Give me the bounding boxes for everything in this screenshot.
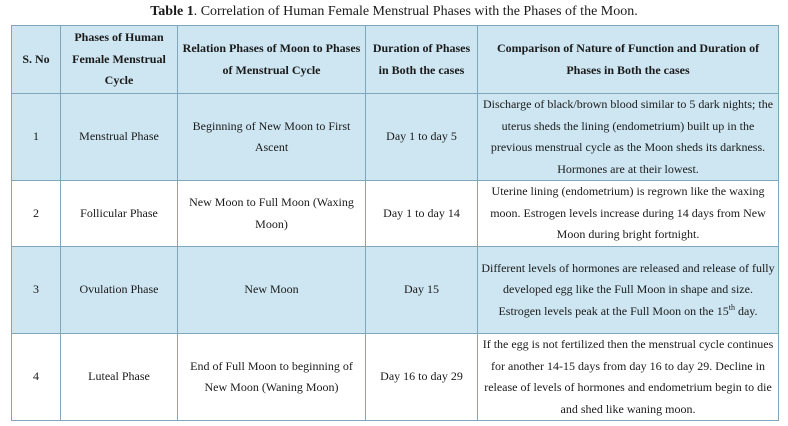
- cell-phase: Follicular Phase: [61, 181, 178, 247]
- cell-duration: Day 1 to day 14: [366, 181, 478, 247]
- cell-sno: 3: [12, 247, 61, 334]
- cell-comparison-text: Different levels of hormones are released and release of fully developed egg like the Full Moon in shape and size. Estrogen levels peak at the Full Moon on the 15: [481, 260, 775, 318]
- header-comparison: Comparison of Nature of Function and Duration of Phases in Both the cases: [478, 26, 779, 94]
- table-row: [12, 334, 779, 421]
- cell-comparison-tail: day.: [734, 303, 758, 318]
- cell-relation: New Moon: [178, 247, 366, 334]
- table-caption-text: . Correlation of Human Female Menstrual Phases with the Phases of the Moon.: [193, 4, 638, 19]
- table-caption: [0, 3, 788, 21]
- cell-phase: Ovulation Phase: [61, 247, 178, 334]
- table-caption-label: Table 1: [150, 4, 194, 19]
- cell-relation: End of Full Moon to beginning of New Moon (Waning Moon): [178, 334, 366, 421]
- phases-table: [11, 25, 779, 421]
- cell-comparison: [478, 247, 779, 334]
- cell-duration: Day 15: [366, 247, 478, 334]
- cell-comparison: Uterine lining (endometrium) is regrown like the waxing moon. Estrogen levels increase during 14 days from New Moon during bright fortnight.: [478, 181, 779, 247]
- cell-phase: Luteal Phase: [61, 334, 178, 421]
- cell-comparison: Discharge of black/brown blood similar to 5 dark nights; the uterus sheds the lining (endometrium) built up in the previous menstrual cycle as the Moon sheds its darkness. Hormones are at their lowest.: [478, 94, 779, 181]
- cell-sno: 2: [12, 181, 61, 247]
- cell-duration: Day 16 to day 29: [366, 334, 478, 421]
- cell-duration: Day 1 to day 5: [366, 94, 478, 181]
- header-phase: Phases of Human Female Menstrual Cycle: [61, 26, 178, 94]
- header-sno: S. No: [12, 26, 61, 94]
- table-row: [12, 94, 779, 181]
- cell-relation: Beginning of New Moon to First Ascent: [178, 94, 366, 181]
- table-header-row: [12, 26, 779, 94]
- table-row: [12, 247, 779, 334]
- header-relation: Relation Phases of Moon to Phases of Menstrual Cycle: [178, 26, 366, 94]
- header-duration: Duration of Phases in Both the cases: [366, 26, 478, 94]
- table-row: [12, 181, 779, 247]
- cell-phase: Menstrual Phase: [61, 94, 178, 181]
- cell-sno: 1: [12, 94, 61, 181]
- cell-sno: 4: [12, 334, 61, 421]
- cell-comparison-superscript: th: [728, 302, 735, 312]
- cell-relation: New Moon to Full Moon (Waxing Moon): [178, 181, 366, 247]
- cell-comparison: If the egg is not fertilized then the menstrual cycle continues for another 14-15 days from day 16 to day 29. Decline in release of levels of hormones and endometrium begin to die and shed like waning moon.: [478, 334, 779, 421]
